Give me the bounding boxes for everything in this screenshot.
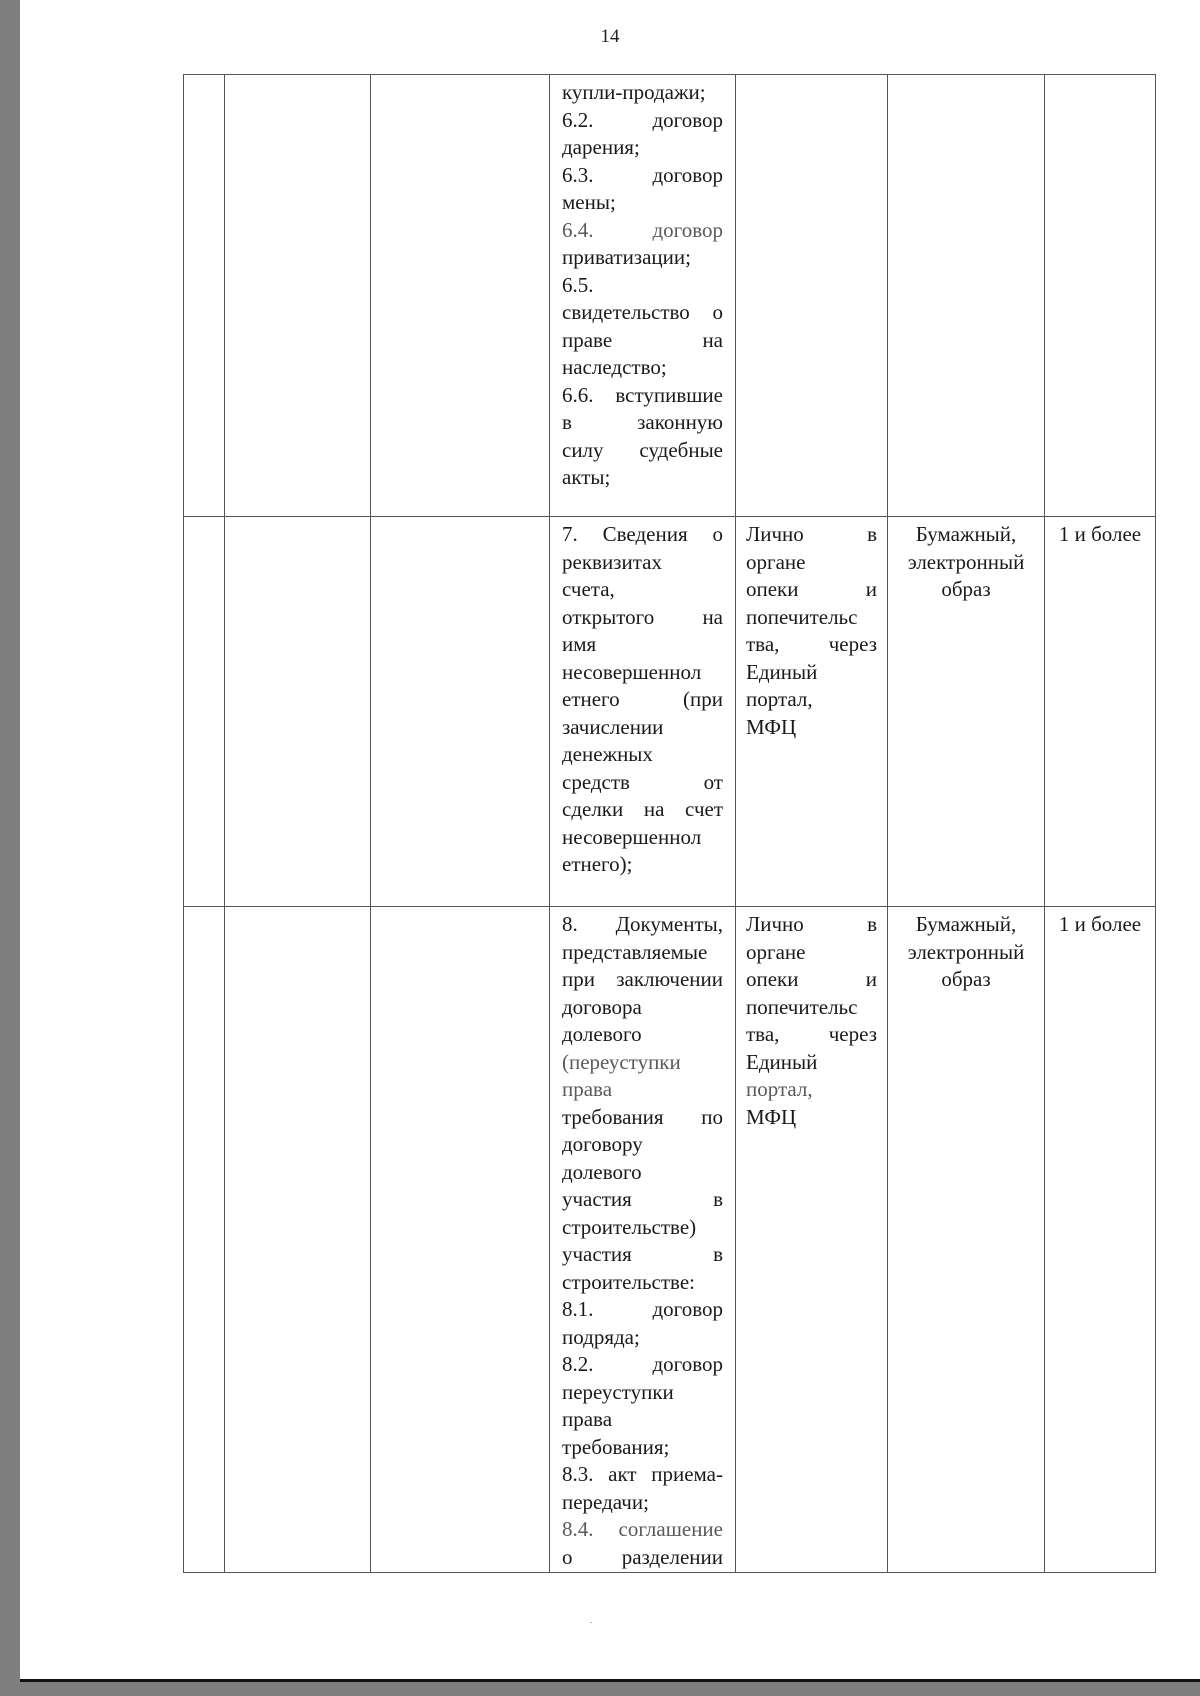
table-cell-submission-method: [736, 907, 888, 1573]
document-text-line: счета,: [562, 577, 615, 601]
document-text-line: 6.2. договор: [562, 107, 723, 132]
document-text-line: свидетельство о: [562, 300, 723, 324]
document-text-line: денежных: [562, 742, 653, 766]
table-cell-document: [550, 517, 736, 907]
documents-table: [183, 74, 1156, 1573]
method-text-line: тва, через: [746, 1022, 877, 1046]
table-cell-category: [225, 75, 371, 517]
document-text-line: подряда;: [562, 1324, 640, 1349]
document-text-line: силу судебные: [562, 437, 723, 462]
document-text-line: купли-продажи;: [562, 80, 706, 104]
table-cell-applicant: [371, 907, 550, 1573]
table-row: [184, 907, 1156, 1573]
document-text-line: 8.4. соглашение: [562, 1517, 723, 1541]
document-text-line: переуступки: [562, 1379, 674, 1404]
document-text-line: несовершеннол: [562, 659, 702, 684]
document-text-line: открытого на: [562, 604, 723, 629]
method-text-line: Лично в: [746, 912, 877, 936]
table-row: [184, 75, 1156, 517]
document-text-line: дарения;: [562, 135, 640, 159]
document-text-line: требования по: [562, 1104, 723, 1129]
table-cell-document: [550, 907, 736, 1573]
document-text-line: приватизации;: [562, 245, 691, 269]
table-cell-form: Бумажный, электронный образ: [888, 907, 1045, 1573]
method-text-line: портал,: [746, 687, 813, 711]
table-cell-count: [1045, 75, 1156, 517]
document-text-line: 8. Документы,: [562, 912, 723, 936]
document-text-line: мены;: [562, 190, 616, 214]
document-text-line: 7. Сведения о: [562, 522, 723, 546]
document-text-line: 6.4. договор: [562, 217, 723, 242]
document-text-line: договору: [562, 1132, 643, 1156]
document-text-line: наследство;: [562, 355, 667, 379]
method-text-line: органе: [746, 549, 806, 574]
scan-speck: [590, 1622, 592, 1623]
method-text-line: портал,: [746, 1077, 813, 1101]
document-text-line: долевого: [562, 1159, 642, 1184]
method-text-line: опеки и: [746, 967, 877, 991]
document-text-line: участия в: [562, 1187, 723, 1211]
table-cell-form: [888, 75, 1045, 517]
method-text-line: попечительс: [746, 994, 858, 1019]
document-text-line: передачи;: [562, 1489, 649, 1514]
document-text-line: строительстве): [562, 1214, 697, 1239]
document-text-line: права: [562, 1407, 613, 1431]
viewer-border: [0, 0, 20, 1696]
document-text-line: етнего (при: [562, 687, 723, 711]
method-text-line: органе: [746, 939, 806, 964]
method-text-line: МФЦ: [746, 1104, 797, 1129]
table-cell-category: [225, 517, 371, 907]
document-text-line: 8.3. акт приема-: [562, 1462, 723, 1486]
document-page: [20, 0, 1200, 1679]
document-text-line: участия в: [562, 1242, 723, 1266]
document-text-line: 8.2. договор: [562, 1352, 723, 1376]
document-text-line: 6.5.: [562, 272, 594, 297]
document-text-line: акты;: [562, 465, 611, 489]
table-cell-applicant: [371, 75, 550, 517]
method-text-line: Единый: [746, 659, 818, 684]
table-cell-count: 1 и более: [1045, 907, 1156, 1573]
table-cell-number: [184, 75, 225, 517]
table-cell-category: [225, 907, 371, 1573]
document-text-line: о разделении: [562, 1544, 723, 1569]
document-text-line: етнего);: [562, 852, 633, 876]
table-cell-form: Бумажный, электронный образ: [888, 517, 1045, 907]
document-text-line: реквизитах: [562, 549, 662, 574]
method-text-line: Единый: [746, 1049, 818, 1074]
table-cell-number: [184, 517, 225, 907]
table-cell-submission-method: [736, 517, 888, 907]
document-text-line: представляемые: [562, 939, 708, 964]
table-cell-submission-method: [736, 75, 888, 517]
document-text-line: 8.1. договор: [562, 1297, 723, 1321]
page-number: 14: [600, 26, 620, 47]
method-text-line: МФЦ: [746, 714, 797, 739]
document-text-line: (переуступки: [562, 1049, 681, 1074]
document-text-line: 6.6. вступившие: [562, 382, 723, 407]
document-text-line: в законную: [562, 410, 723, 434]
document-text-line: праве на: [562, 327, 723, 352]
table-cell-applicant: [371, 517, 550, 907]
method-text-line: попечительс: [746, 604, 858, 629]
document-text-line: имя: [562, 632, 597, 656]
document-text-line: сделки на счет: [562, 797, 723, 821]
table-cell-number: [184, 907, 225, 1573]
table-row: [184, 517, 1156, 907]
document-text-line: строительстве:: [562, 1269, 695, 1294]
document-text-line: средств от: [562, 769, 723, 794]
document-text-line: несовершеннол: [562, 824, 702, 849]
table-cell-count: 1 и более: [1045, 517, 1156, 907]
method-text-line: Лично в: [746, 522, 877, 546]
document-text-line: зачислении: [562, 714, 664, 739]
document-text-line: долевого: [562, 1022, 642, 1046]
document-text-line: договора: [562, 994, 642, 1019]
document-text-line: при заключении: [562, 967, 723, 991]
method-text-line: тва, через: [746, 632, 877, 656]
method-text-line: опеки и: [746, 577, 877, 601]
document-text-line: требования;: [562, 1434, 670, 1459]
document-text-line: права: [562, 1077, 613, 1101]
table-cell-document: [550, 75, 736, 517]
viewer-border: [0, 1682, 1200, 1696]
document-text-line: 6.3. договор: [562, 162, 723, 187]
